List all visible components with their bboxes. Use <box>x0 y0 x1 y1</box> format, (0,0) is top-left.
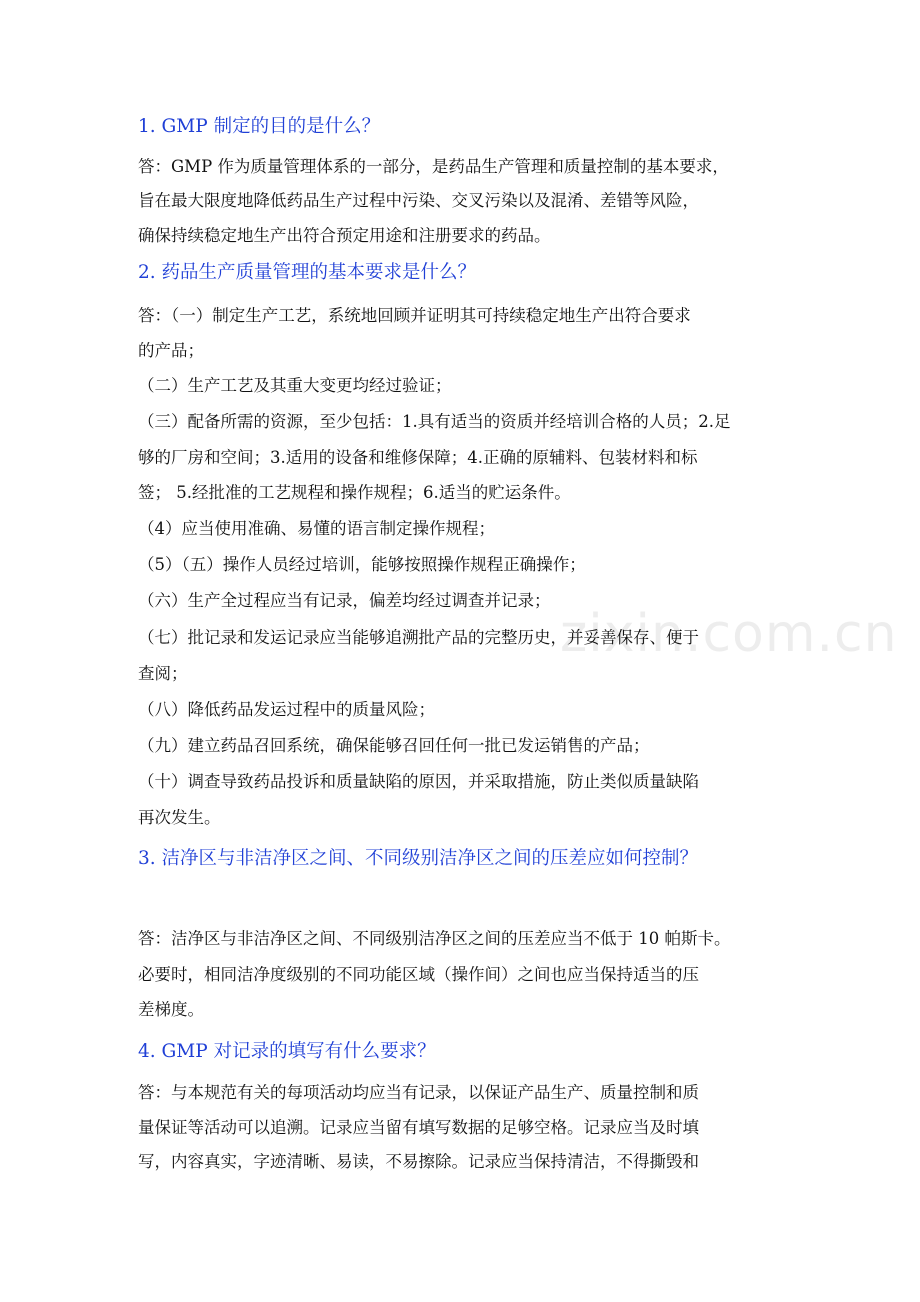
watermark: zixin.com.cn <box>560 604 898 664</box>
answer-line: 量保证等活动可以追溯。记录应当留有填写数据的足够空格。记录应当及时填 <box>138 1118 699 1137</box>
answer-line: 的产品； <box>138 341 204 360</box>
answer-line: （七）批记录和发运记录应当能够追溯批产品的完整历史，并妥善保存、便于 <box>138 628 699 647</box>
answer-line: 差梯度。 <box>138 1000 204 1019</box>
question-heading: 2. 药品生产质量管理的基本要求是什么？ <box>138 262 477 283</box>
answer-line: （八）降低药品发运过程中的质量风险； <box>138 700 435 719</box>
answer-line: 答：GMP 作为质量管理体系的一部分，是药品生产管理和质量控制的基本要求， <box>138 157 729 176</box>
answer-line: （九）建立药品召回系统，确保能够召回任何一批已发运销售的产品； <box>138 736 650 755</box>
answer-line: 答：与本规范有关的每项活动均应当有记录，以保证产品生产、质量控制和质 <box>138 1083 699 1102</box>
answer-line: （5）（五）操作人员经过培训，能够按照操作规程正确操作； <box>138 555 586 574</box>
question-heading: 1. GMP 制定的目的是什么？ <box>138 116 381 137</box>
answer-line: 确保持续稳定地生产出符合预定用途和注册要求的药品。 <box>138 226 551 245</box>
answer-line: （三）配备所需的资源，至少包括：1.具有适当的资质并经培训合格的人员；2.足 <box>138 412 731 431</box>
answer-line: 必要时，相同洁净度级别的不同功能区域（操作间）之间也应当保持适当的压 <box>138 965 699 984</box>
answer-line: 查阅； <box>138 664 188 683</box>
answer-line: 写，内容真实，字迹清晰、易读，不易擦除。记录应当保持清洁，不得撕毁和 <box>138 1152 699 1171</box>
answer-line: 再次发生。 <box>138 808 221 827</box>
answer-line: 答：（一）制定生产工艺，系统地回顾并证明其可持续稳定地生产出符合要求 <box>138 306 691 325</box>
question-heading: 3. 洁净区与非洁净区之间、不同级别洁净区之间的压差应如何控制？ <box>138 848 699 869</box>
answer-line: 够的厂房和空间；3.适用的设备和维修保障；4.正确的原辅料、包装材料和标 <box>138 448 698 467</box>
answer-line: （4）应当使用准确、易懂的语言制定操作规程； <box>138 519 495 538</box>
answer-line: （二）生产工艺及其重大变更均经过验证； <box>138 376 452 395</box>
answer-line: 答：洁净区与非洁净区之间、不同级别洁净区之间的压差应当不低于 10 帕斯卡。 <box>138 929 731 948</box>
answer-line: （六）生产全过程应当有记录，偏差均经过调查并记录； <box>138 591 551 610</box>
answer-line: （十）调查导致药品投诉和质量缺陷的原因，并采取措施，防止类似质量缺陷 <box>138 772 699 791</box>
answer-line: 签； 5.经批准的工艺规程和操作规程；6.适当的贮运条件。 <box>138 483 571 502</box>
question-heading: 4. GMP 对记录的填写有什么要求？ <box>138 1041 436 1062</box>
answer-line: 旨在最大限度地降低药品生产过程中污染、交叉污染以及混淆、差错等风险， <box>138 191 699 210</box>
